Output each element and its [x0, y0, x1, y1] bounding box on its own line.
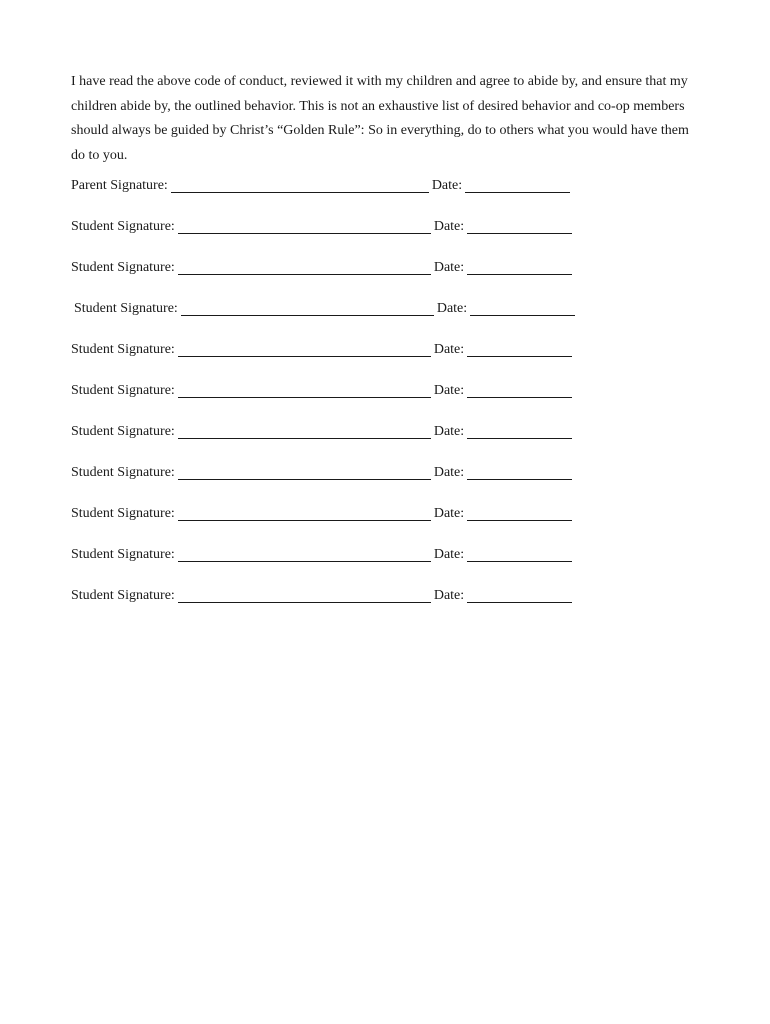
- signature-line[interactable]: [181, 296, 434, 316]
- student-signature-row: [71, 214, 671, 255]
- signature-line[interactable]: [178, 460, 431, 480]
- signature-line[interactable]: [178, 378, 431, 398]
- date-line[interactable]: [467, 378, 572, 398]
- student-signature-row: [71, 255, 671, 296]
- agreement-paragraph: I have read the above code of conduct, reviewed it with my children and agree to abide by, and ensure that my children abide by, the outlined behavior. This is not an exhaustive list of desired behavior and co-op members should always be guided by Christ’s “Golden Rule”: So in everything, do to others what you would have them do to you.: [71, 74, 689, 163]
- date-label: Date:: [433, 465, 465, 480]
- date-line[interactable]: [467, 501, 572, 521]
- student-signature-row: [71, 337, 671, 378]
- signature-label: Parent Signature:: [71, 178, 168, 193]
- signature-label: Student Signature:: [74, 301, 178, 316]
- student-signature-row: [71, 378, 671, 419]
- parent-signature-row: [71, 173, 671, 214]
- date-label: Date:: [433, 506, 465, 521]
- date-label: Date:: [433, 588, 465, 603]
- date-line[interactable]: [467, 542, 572, 562]
- date-line[interactable]: [470, 296, 575, 316]
- signature-line[interactable]: [178, 419, 431, 439]
- signature-label: Student Signature:: [71, 506, 175, 521]
- signature-label: Student Signature:: [71, 588, 175, 603]
- signature-label: Student Signature:: [71, 219, 175, 234]
- date-label: Date:: [433, 260, 465, 275]
- signature-label: Student Signature:: [71, 383, 175, 398]
- date-label: Date:: [431, 178, 463, 193]
- student-signature-row: [71, 419, 671, 460]
- signature-label: Student Signature:: [71, 424, 175, 439]
- signature-line[interactable]: [178, 337, 431, 357]
- signature-label: Student Signature:: [71, 465, 175, 480]
- student-signature-row: [71, 296, 671, 337]
- signature-label: Student Signature:: [71, 342, 175, 357]
- date-label: Date:: [433, 547, 465, 562]
- date-label: Date:: [433, 424, 465, 439]
- signature-list: [71, 173, 671, 624]
- student-signature-row: [71, 460, 671, 501]
- signature-line[interactable]: [178, 501, 431, 521]
- signature-line[interactable]: [178, 583, 431, 603]
- date-line[interactable]: [465, 173, 570, 193]
- date-label: Date:: [433, 342, 465, 357]
- date-line[interactable]: [467, 460, 572, 480]
- signature-label: Student Signature:: [71, 547, 175, 562]
- date-label: Date:: [436, 301, 468, 316]
- student-signature-row: [71, 583, 671, 624]
- date-line[interactable]: [467, 214, 572, 234]
- date-line[interactable]: [467, 419, 572, 439]
- signature-label: Student Signature:: [71, 260, 175, 275]
- signature-line[interactable]: [171, 173, 429, 193]
- student-signature-row: [71, 542, 671, 583]
- signature-line[interactable]: [178, 214, 431, 234]
- date-label: Date:: [433, 219, 465, 234]
- date-line[interactable]: [467, 255, 572, 275]
- student-signature-row: [71, 501, 671, 542]
- signature-line[interactable]: [178, 255, 431, 275]
- date-line[interactable]: [467, 583, 572, 603]
- date-line[interactable]: [467, 337, 572, 357]
- signature-line[interactable]: [178, 542, 431, 562]
- date-label: Date:: [433, 383, 465, 398]
